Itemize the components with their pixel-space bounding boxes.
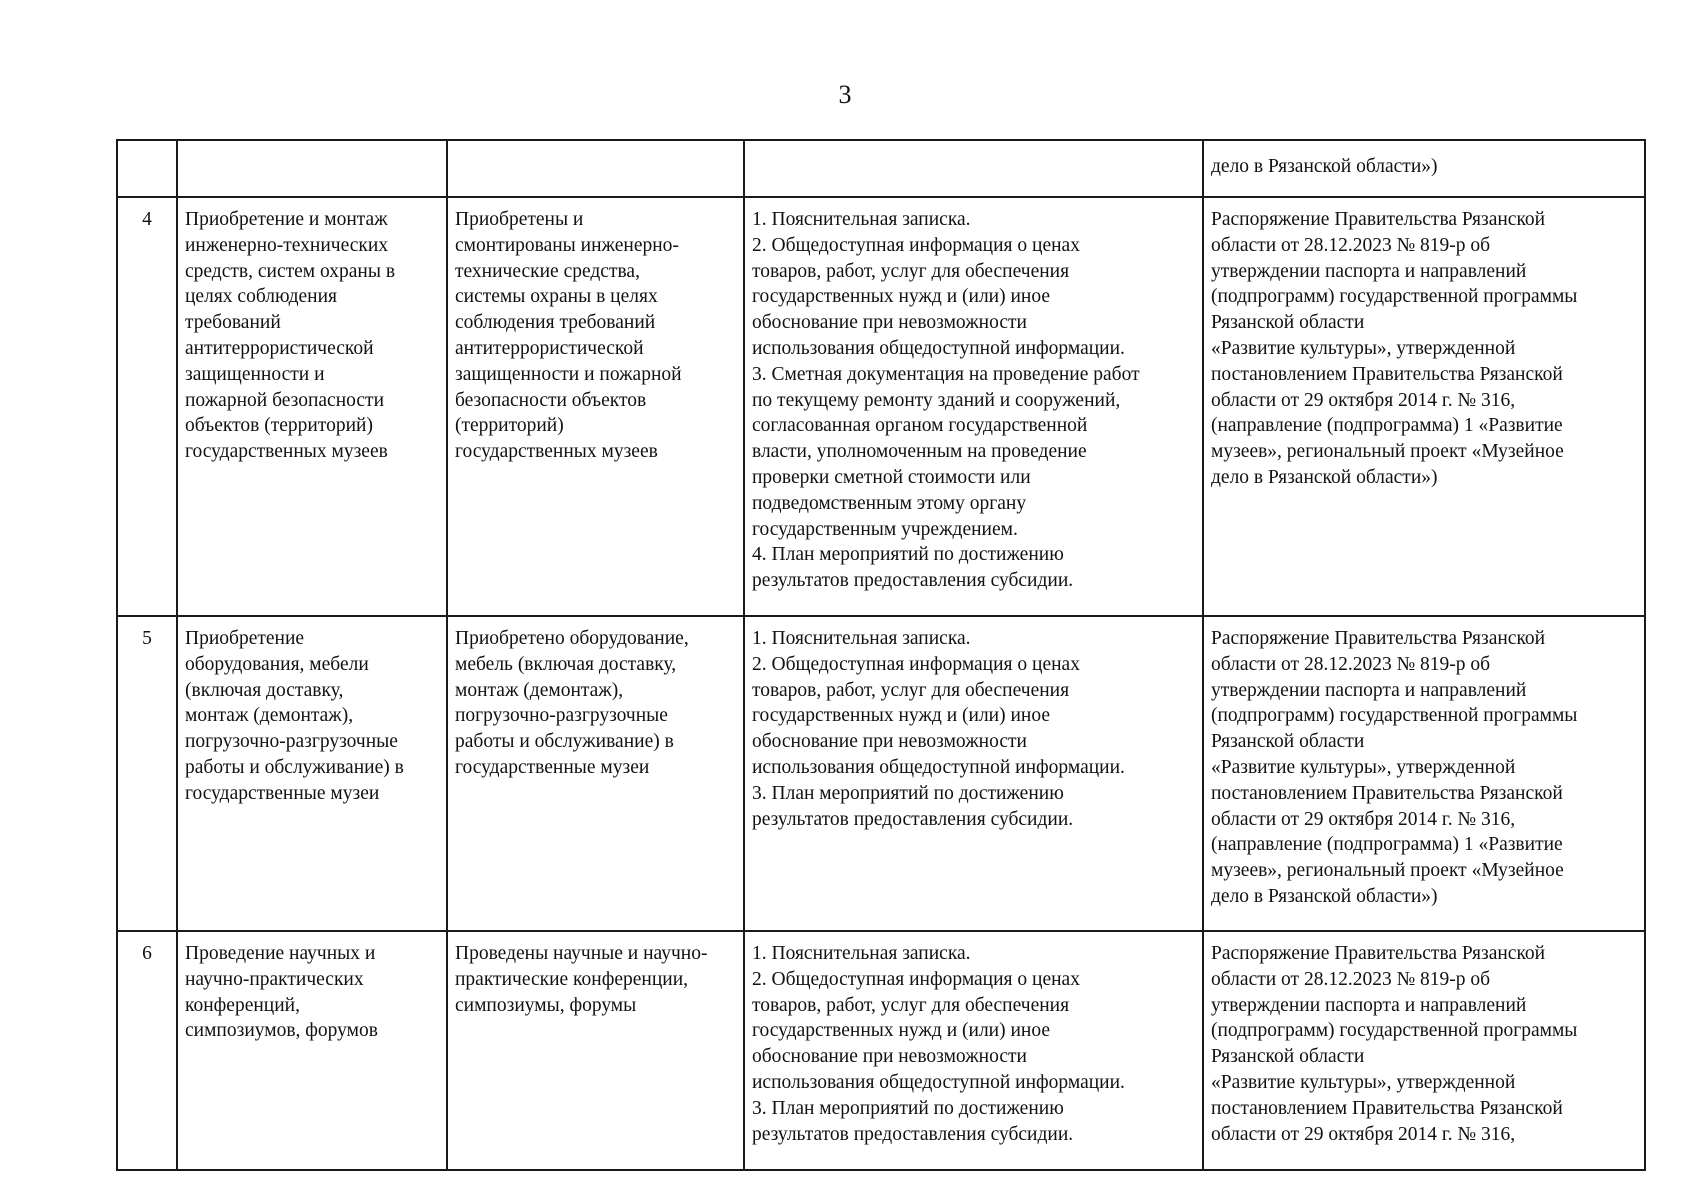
result-cell: Приобретено оборудование, мебель (включая доставку, монтаж (демонтаж), погрузочно-разгрузочные работы и обслуживание) в государственные музеи <box>447 616 744 931</box>
row-number-cell <box>117 140 177 197</box>
activity-cell: Приобретение и монтаж инженерно-технических средств, систем охраны в целях соблюдения требований антитеррористической защищенности и пожарной безопасности объектов (территорий) государственных музеев <box>177 197 447 616</box>
activity-cell: Проведение научных и научно-практических конференций, симпозиумов, форумов <box>177 931 447 1170</box>
documents-cell: 1. Пояснительная записка. 2. Общедоступная информация о ценах товаров, работ, услуг для обеспечения государственных нужд и (или) иное обоснование при невозможности использования общедоступной информации. 3. План мероприятий по достижению результатов предоставления субсидии. <box>744 616 1203 931</box>
table-row <box>117 197 1645 616</box>
result-cell: Проведены научные и научно- практические конференции, симпозиумы, форумы <box>447 931 744 1170</box>
basis-cell: Распоряжение Правительства Рязанской области от 28.12.2023 № 819-р об утверждении паспорта и направлений (подпрограмм) государственной программы Рязанской области «Развитие культуры», утвержденной постановлением Правительства Рязанской области от 29 октября 2014 г. № 316, (направление (подпрограмма) 1 «Развитие музеев», региональный проект «Музейное дело в Рязанской области») <box>1203 616 1645 931</box>
row-number-cell: 5 <box>117 616 177 931</box>
result-cell: Приобретены и смонтированы инженерно- технические средства, системы охраны в целях соблюдения требований антитеррористической защищенности и пожарной безопасности объектов (территорий) государственных музеев <box>447 197 744 616</box>
table-row <box>117 931 1645 1170</box>
page-number: 3 <box>838 80 852 109</box>
measures-table <box>116 139 1646 1171</box>
result-cell <box>447 140 744 197</box>
table-row <box>117 140 1645 197</box>
documents-cell: 1. Пояснительная записка. 2. Общедоступная информация о ценах товаров, работ, услуг для обеспечения государственных нужд и (или) иное обоснование при невозможности использования общедоступной информации. 3. План мероприятий по достижению результатов предоставления субсидии. <box>744 931 1203 1170</box>
basis-cell: Распоряжение Правительства Рязанской области от 28.12.2023 № 819-р об утверждении паспорта и направлений (подпрограмм) государственной программы Рязанской области «Развитие культуры», утвержденной постановлением Правительства Рязанской области от 29 октября 2014 г. № 316, <box>1203 931 1645 1170</box>
row-number-cell: 6 <box>117 931 177 1170</box>
activity-cell: Приобретение оборудования, мебели (включая доставку, монтаж (демонтаж), погрузочно-разгрузочные работы и обслуживание) в государственные музеи <box>177 616 447 931</box>
documents-cell: 1. Пояснительная записка. 2. Общедоступная информация о ценах товаров, работ, услуг для обеспечения государственных нужд и (или) иное обоснование при невозможности использования общедоступной информации. 3. Сметная документация на проведение работ по текущему ремонту зданий и сооружений, согласованная органом государственной власти, уполномоченным на проведение проверки сметной стоимости или подведомственным этому органу государственным учреждением. 4. План мероприятий по достижению результатов предоставления субсидии. <box>744 197 1203 616</box>
basis-cell: дело в Рязанской области») <box>1203 140 1645 197</box>
table-row <box>117 616 1645 931</box>
documents-cell <box>744 140 1203 197</box>
row-number-cell: 4 <box>117 197 177 616</box>
activity-cell <box>177 140 447 197</box>
basis-cell: Распоряжение Правительства Рязанской области от 28.12.2023 № 819-р об утверждении паспорта и направлений (подпрограмм) государственной программы Рязанской области «Развитие культуры», утвержденной постановлением Правительства Рязанской области от 29 октября 2014 г. № 316, (направление (подпрограмма) 1 «Развитие музеев», региональный проект «Музейное дело в Рязанской области») <box>1203 197 1645 616</box>
